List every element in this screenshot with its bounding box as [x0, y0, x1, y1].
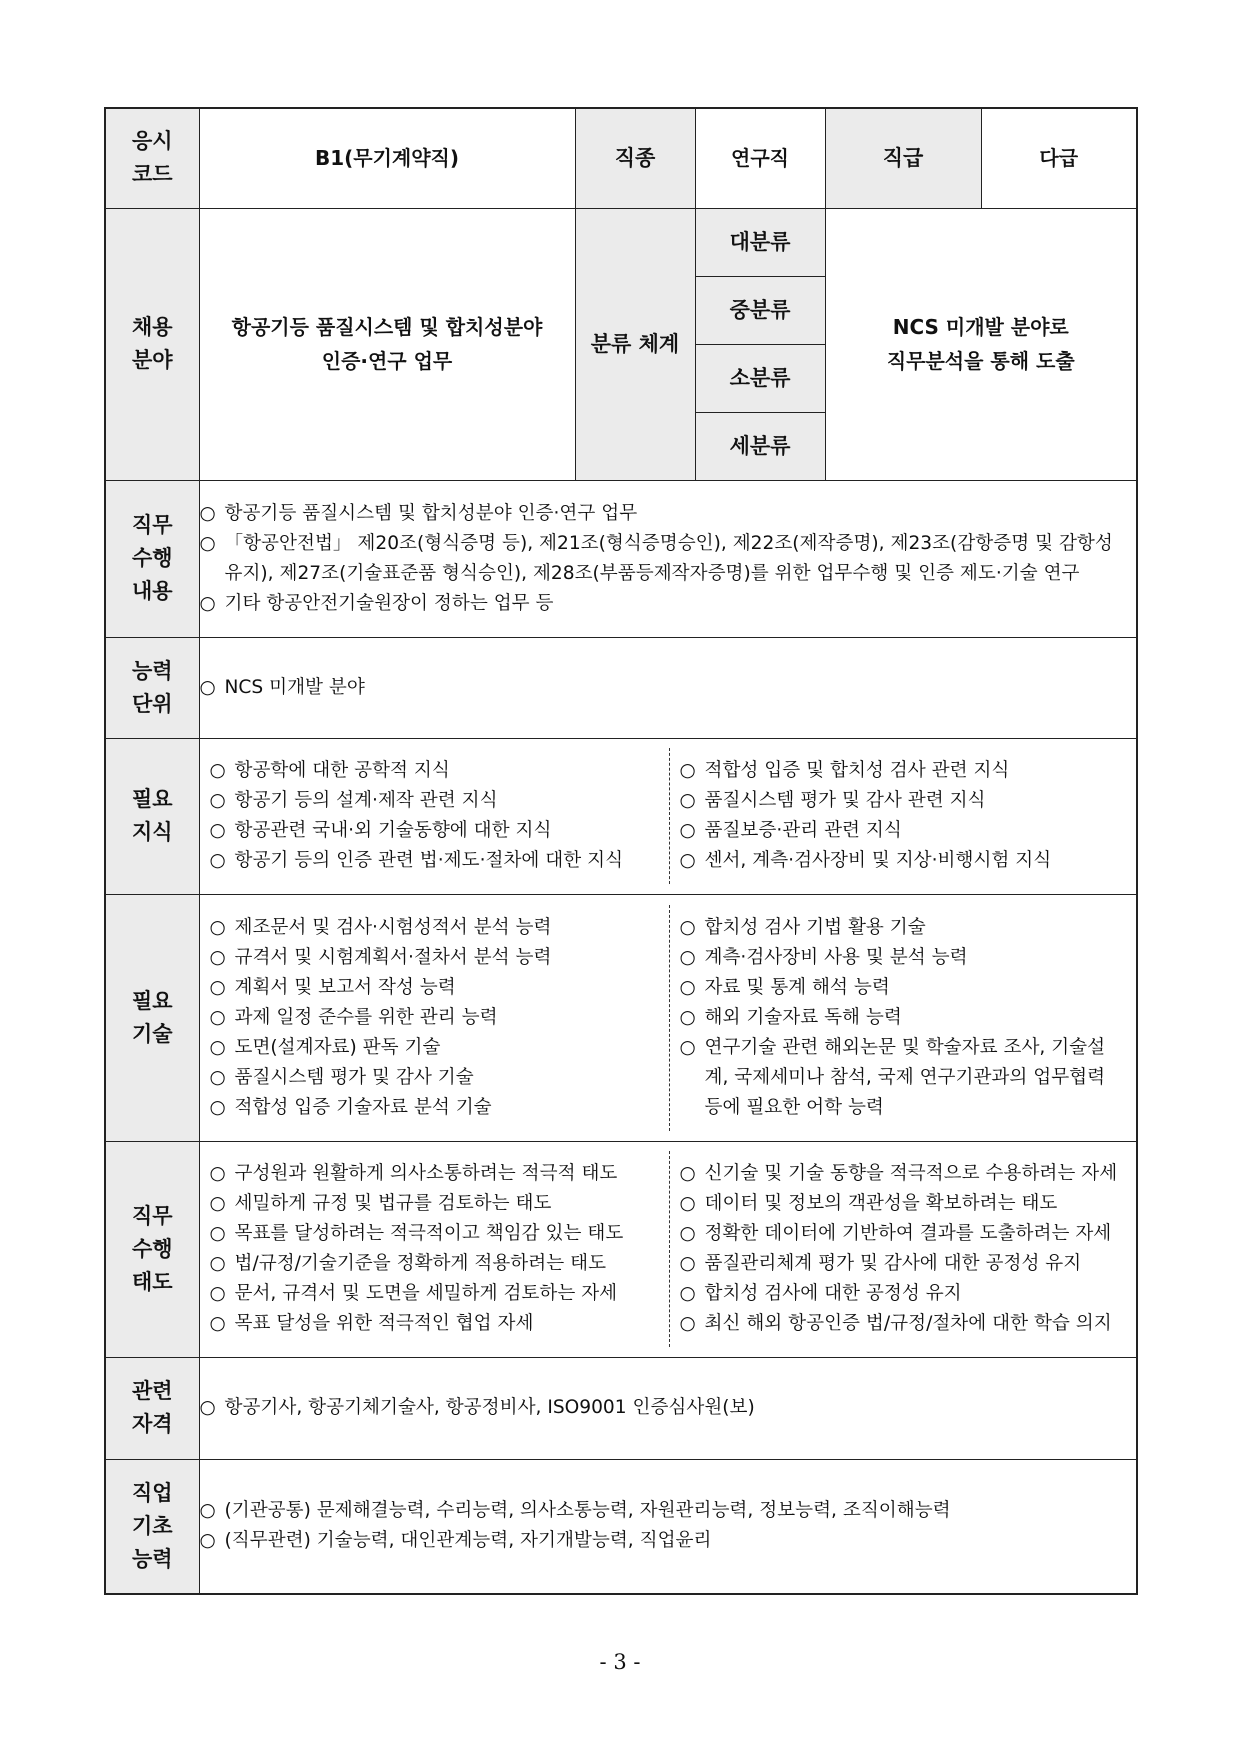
page-number: - 3 - [599, 1650, 641, 1674]
job-type-label: 직종 [575, 108, 695, 208]
circle-bullet-icon: ○ [679, 1253, 696, 1274]
knowledge-label-line: 지식 [131, 820, 173, 844]
recruit-field [199, 208, 575, 480]
job-type-value: 연구직 [695, 108, 825, 208]
circle-bullet-icon: ○ [209, 1006, 226, 1028]
list-item [200, 589, 1137, 619]
duties-label-line: 직무 [131, 513, 173, 537]
class-value-line: 직무분석을 통해 도출 [886, 349, 1075, 373]
attitude-right-column [670, 1151, 1137, 1347]
list-item-text: 세밀하게 규정 및 법규를 검토하는 태도 [234, 1193, 552, 1214]
duties-row [105, 480, 1137, 637]
list-item-text: 항공기 등의 인증 관련 법·제도·절차에 대한 지식 [234, 850, 624, 871]
basic-ability-label-line: 직업 [131, 1480, 173, 1505]
circle-bullet-icon: ○ [679, 1163, 696, 1184]
skills-label-line: 기술 [131, 1021, 173, 1046]
code-label-line: 코드 [131, 162, 173, 187]
list-item [210, 1033, 661, 1063]
circle-bullet-icon: ○ [679, 976, 696, 998]
list-item [680, 816, 1129, 846]
circle-bullet-icon: ○ [209, 1036, 226, 1058]
list-item-text: 항공관련 국내·외 기술동향에 대한 지식 [234, 820, 552, 841]
recruit-field-line: 인증·연구 업무 [321, 349, 453, 373]
duties-label [105, 480, 199, 637]
circle-bullet-icon: ○ [209, 1253, 226, 1274]
list-item-text: 최신 해외 항공인증 법/규정/절차에 대한 학습 의지 [704, 1313, 1112, 1334]
list-item-text: 항공기사, 항공기체기술사, 항공정비사, ISO9001 인증심사원(보) [224, 1397, 755, 1418]
list-item [680, 786, 1129, 816]
circle-bullet-icon: ○ [199, 676, 216, 698]
list-item [680, 973, 1129, 1003]
class-level-middle: 중분류 [695, 276, 825, 344]
list-item [680, 1003, 1129, 1033]
recruit-label-line: 분야 [131, 348, 173, 372]
list-item-text: 신기술 및 기술 동향을 적극적으로 수용하려는 자세 [704, 1163, 1118, 1184]
circle-bullet-icon: ○ [209, 1163, 226, 1184]
circle-bullet-icon: ○ [199, 1397, 216, 1418]
attitude-left-column [200, 1151, 670, 1347]
class-level-detail: 세분류 [695, 412, 825, 480]
circle-bullet-icon: ○ [199, 532, 216, 554]
class-value-line: NCS 미개발 분야로 [892, 315, 1069, 339]
circle-bullet-icon: ○ [209, 820, 226, 841]
circle-bullet-icon: ○ [209, 760, 226, 781]
list-item-text: 적합성 입증 및 합치성 검사 관련 지식 [704, 760, 1010, 781]
list-item-text: 품질보증·관리 관련 지식 [704, 820, 902, 841]
list-item-text: 적합성 입증 기술자료 분석 기술 [234, 1096, 492, 1118]
circle-bullet-icon: ○ [209, 976, 226, 998]
job-description-table [104, 107, 1138, 1595]
list-item-text: 항공기등 품질시스템 및 합치성분야 인증·연구 업무 [224, 502, 638, 524]
list-item-text: 센서, 계측·검사장비 및 지상·비행시험 지식 [704, 850, 1052, 871]
list-item [210, 1279, 661, 1309]
circle-bullet-icon: ○ [209, 1283, 226, 1304]
circle-bullet-icon: ○ [679, 1193, 696, 1214]
list-item [210, 1063, 661, 1093]
knowledge-row [105, 738, 1137, 894]
list-item [200, 499, 1137, 529]
basic-ability-row [105, 1459, 1137, 1594]
list-item [210, 1159, 661, 1189]
list-item-text: (직무관련) 기술능력, 대인관계능력, 자기개발능력, 직업윤리 [224, 1530, 712, 1552]
list-item-text: 연구기술 관련 해외논문 및 학술자료 조사, 기술설계, 국제세미나 참석, 국제 연구기관과의 업무협력 등에 필요한 어학 능력 [704, 1036, 1106, 1118]
circle-bullet-icon: ○ [679, 916, 696, 938]
list-item-text: 계획서 및 보고서 작성 능력 [234, 976, 456, 998]
ability-unit-row [105, 637, 1137, 738]
list-item [200, 1496, 1137, 1526]
ability-unit-label [105, 637, 199, 738]
qualification-label-line: 관련 [131, 1379, 173, 1403]
duties-label-line: 수행 [131, 546, 173, 570]
class-system-label: 분류 체계 [575, 208, 695, 480]
attitude-label [105, 1141, 199, 1357]
list-item [680, 1189, 1129, 1219]
list-item-text: 기타 항공안전기술원장이 정하는 업무 등 [224, 592, 554, 614]
list-item-text: 항공학에 대한 공학적 지식 [234, 760, 450, 781]
list-item [210, 1309, 661, 1339]
basic-ability-label-line: 능력 [131, 1546, 173, 1571]
list-item [200, 529, 1137, 589]
list-item-text: 합치성 검사에 대한 공정성 유지 [704, 1283, 962, 1304]
attitude-content [199, 1141, 1137, 1357]
list-item [680, 1159, 1129, 1189]
list-item-text: 문서, 규격서 및 도면을 세밀하게 검토하는 자세 [234, 1283, 618, 1304]
list-item [210, 973, 661, 1003]
grade-label: 직급 [825, 108, 981, 208]
list-item [210, 846, 661, 876]
list-item [200, 1526, 1137, 1556]
list-item [210, 1249, 661, 1279]
knowledge-label-line: 필요 [131, 787, 173, 811]
qualification-content [199, 1357, 1137, 1459]
duties-label-line: 내용 [131, 579, 173, 603]
list-item [200, 673, 1137, 703]
list-item-text: 규격서 및 시험계획서·절차서 분석 능력 [234, 946, 552, 968]
basic-ability-content [199, 1459, 1137, 1594]
list-item [210, 1219, 661, 1249]
class-value [825, 208, 1137, 480]
circle-bullet-icon: ○ [209, 916, 226, 938]
circle-bullet-icon: ○ [209, 1313, 226, 1334]
circle-bullet-icon: ○ [679, 1006, 696, 1028]
circle-bullet-icon: ○ [209, 1096, 226, 1118]
circle-bullet-icon: ○ [209, 1066, 226, 1088]
header-row [105, 108, 1137, 208]
list-item-text: 품질시스템 평가 및 감사 관련 지식 [704, 790, 986, 811]
circle-bullet-icon: ○ [199, 592, 216, 614]
code-value: B1(무기계약직) [199, 108, 575, 208]
attitude-row [105, 1141, 1137, 1357]
list-item [680, 1309, 1129, 1339]
circle-bullet-icon: ○ [679, 1036, 696, 1058]
skills-label [105, 894, 199, 1141]
list-item [680, 756, 1129, 786]
code-label-line: 응시 [131, 129, 173, 154]
list-item [680, 913, 1129, 943]
class-level-minor: 소분류 [695, 344, 825, 412]
knowledge-right-column [670, 748, 1137, 884]
list-item-text: NCS 미개발 분야 [224, 676, 365, 698]
list-item [680, 1249, 1129, 1279]
list-item [210, 1189, 661, 1219]
list-item [210, 786, 661, 816]
basic-ability-label [105, 1459, 199, 1594]
list-item [200, 1393, 1137, 1423]
recruit-field-line: 항공기등 품질시스템 및 합치성분야 [231, 315, 543, 339]
list-item [210, 1003, 661, 1033]
ability-unit-content [199, 637, 1137, 738]
list-item-text: 품질관리체계 평가 및 감사에 대한 공정성 유지 [704, 1253, 1082, 1274]
qualification-label-line: 자격 [131, 1412, 173, 1436]
circle-bullet-icon: ○ [679, 1313, 696, 1334]
knowledge-left-column [200, 748, 670, 884]
list-item-text: 계측·검사장비 사용 및 분석 능력 [704, 946, 968, 968]
list-item-text: 목표 달성을 위한 적극적인 협업 자세 [234, 1313, 534, 1334]
list-item [210, 816, 661, 846]
recruit-label-line: 채용 [131, 315, 173, 339]
circle-bullet-icon: ○ [679, 790, 696, 811]
list-item-text: 항공기 등의 설계·제작 관련 지식 [234, 790, 498, 811]
skills-label-line: 필요 [131, 988, 173, 1013]
attitude-label-line: 직무 [131, 1203, 173, 1228]
circle-bullet-icon: ○ [679, 850, 696, 871]
circle-bullet-icon: ○ [679, 1283, 696, 1304]
circle-bullet-icon: ○ [679, 946, 696, 968]
duties-content [199, 480, 1137, 637]
recruit-row [105, 208, 1137, 276]
circle-bullet-icon: ○ [209, 1223, 226, 1244]
class-level-major: 대분류 [695, 208, 825, 276]
circle-bullet-icon: ○ [679, 820, 696, 841]
recruit-label [105, 208, 199, 480]
list-item-text: (기관공통) 문제해결능력, 수리능력, 의사소통능력, 자원관리능력, 정보능력, 조직이해능력 [224, 1500, 951, 1522]
basic-ability-label-line: 기초 [131, 1513, 173, 1538]
grade-value: 다급 [981, 108, 1137, 208]
list-item [210, 1093, 661, 1123]
list-item [680, 1279, 1129, 1309]
list-item [680, 1033, 1129, 1123]
circle-bullet-icon: ○ [209, 850, 226, 871]
list-item-text: 법/규정/기술기준을 정확하게 적용하려는 태도 [234, 1253, 607, 1274]
circle-bullet-icon: ○ [199, 502, 216, 524]
list-item-text: 정확한 데이터에 기반하여 결과를 도출하려는 자세 [704, 1223, 1112, 1244]
list-item [210, 756, 661, 786]
list-item-text: 과제 일정 준수를 위한 관리 능력 [234, 1006, 498, 1028]
list-item-text: 해외 기술자료 독해 능력 [704, 1006, 902, 1028]
list-item [680, 1219, 1129, 1249]
circle-bullet-icon: ○ [209, 790, 226, 811]
code-label [105, 108, 199, 208]
list-item [210, 913, 661, 943]
attitude-label-line: 태도 [131, 1269, 173, 1294]
list-item-text: 품질시스템 평가 및 감사 기술 [234, 1066, 474, 1088]
attitude-label-line: 수행 [131, 1236, 173, 1261]
ability-unit-label-line: 단위 [131, 691, 173, 716]
circle-bullet-icon: ○ [199, 1530, 216, 1552]
list-item-text: 목표를 달성하려는 적극적이고 책임감 있는 태도 [234, 1223, 624, 1244]
knowledge-content [199, 738, 1137, 894]
circle-bullet-icon: ○ [209, 1193, 226, 1214]
circle-bullet-icon: ○ [199, 1500, 216, 1522]
list-item [680, 943, 1129, 973]
list-item-text: 합치성 검사 기법 활용 기술 [704, 916, 926, 938]
skills-content [199, 894, 1137, 1141]
list-item-text: 자료 및 통계 해석 능력 [704, 976, 890, 998]
qualification-label [105, 1357, 199, 1459]
skills-right-column [670, 905, 1137, 1131]
list-item-text: 「항공안전법」 제20조(형식증명 등), 제21조(형식증명승인), 제22조(제작증명), 제23조(감항증명 및 감항성 유지), 제27조(기술표준품 형식승인), 제28조(부품등제작자증명)를 위한 업무수행 및 인증 제도·기술 연구 [224, 532, 1113, 584]
circle-bullet-icon: ○ [679, 760, 696, 781]
list-item [680, 846, 1129, 876]
qualification-row [105, 1357, 1137, 1459]
list-item-text: 도면(설계자료) 판독 기술 [234, 1036, 441, 1058]
knowledge-label [105, 738, 199, 894]
skills-left-column [200, 905, 670, 1131]
list-item-text: 제조문서 및 검사·시험성적서 분석 능력 [234, 916, 552, 938]
skills-row [105, 894, 1137, 1141]
ability-unit-label-line: 능력 [131, 658, 173, 683]
list-item [210, 943, 661, 973]
list-item-text: 데이터 및 정보의 객관성을 확보하려는 태도 [704, 1193, 1058, 1214]
list-item-text: 구성원과 원활하게 의사소통하려는 적극적 태도 [234, 1163, 618, 1184]
circle-bullet-icon: ○ [209, 946, 226, 968]
circle-bullet-icon: ○ [679, 1223, 696, 1244]
